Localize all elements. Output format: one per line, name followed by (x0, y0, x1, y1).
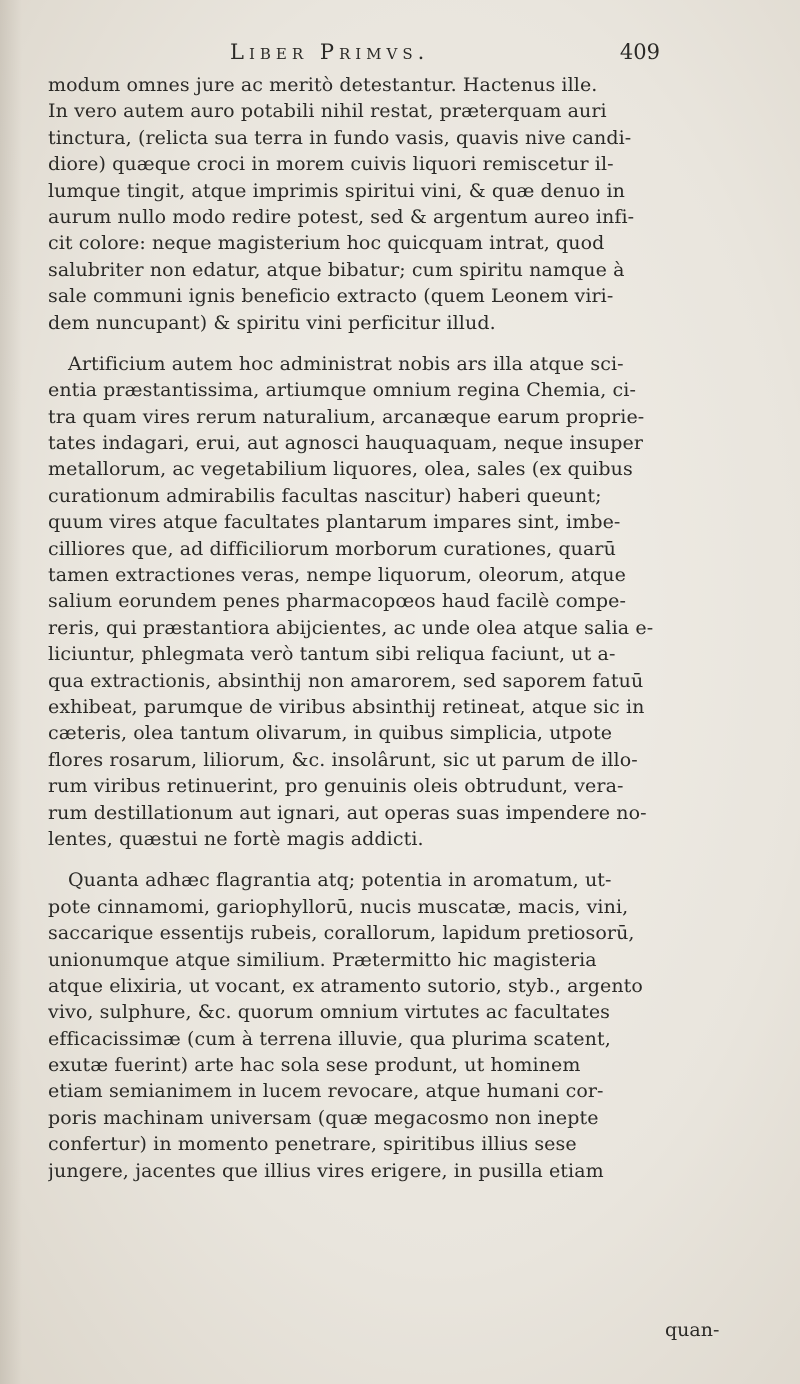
text-line: quum vires atque facultates plantarum impares sint, imbe- (48, 511, 621, 534)
body-text (48, 72, 778, 1184)
text-line: cæteris, olea tantum olivarum, in quibus simplicia, utpote (48, 722, 613, 745)
text-line: curationum admirabilis facultas nascitur) haberi queunt; (48, 484, 602, 507)
text-line: cilliores que, ad difficiliorum morborum curationes, quarū (48, 537, 616, 560)
text-line: jungere, jacentes que illius vires erigere, in pusilla etiam (48, 1159, 604, 1182)
text-line: rum destillationum aut ignari, aut operas suas impendere no- (48, 801, 647, 824)
page-header (230, 40, 660, 70)
text-line: metallorum, ac vegetabilium liquores, olea, sales (ex quibus (48, 458, 633, 481)
text-line: modum omnes jure ac meritò detestantur. Hactenus ille. (48, 74, 598, 96)
text-line: unionumque atque similium. Prætermitto hic magisteria (48, 948, 597, 971)
text-line: efficacissimæ (cum à terrena illuvie, qua plurima scatent, (48, 1027, 611, 1050)
catchword: quan- (665, 1319, 720, 1341)
text-line: tates indagari, erui, aut agnosci hauquaquam, neque insuper (48, 432, 644, 455)
text-line: exutæ fuerint) arte hac sola sese produnt, ut hominem (48, 1054, 581, 1077)
paragraph (48, 867, 778, 1184)
text-line: In vero autem auro potabili nihil restat, præterquam auri (48, 100, 607, 123)
text-line: sale communi ignis beneficio extracto (quem Leonem viri- (48, 285, 614, 308)
text-line: lentes, quæstui ne fortè magis addicti. (48, 827, 424, 850)
text-line: saccarique essentijs rubeis, corallorum, lapidum pretiosorū, (48, 922, 635, 945)
text-line: qua extractionis, absinthij non amarorem, sed saporem fatuū (48, 669, 644, 692)
text-line: pote cinnamomi, gariophyllorū, nucis muscatæ, macis, vini, (48, 895, 629, 918)
text-line: confertur) in momento penetrare, spiritibus illius sese (48, 1133, 577, 1156)
text-line: aurum nullo modo redire potest, sed & argentum aureo infi- (48, 205, 635, 228)
gutter-shadow (0, 0, 22, 1384)
text-line: rum viribus retinuerint, pro genuinis oleis obtrudunt, vera- (48, 775, 624, 798)
text-line: liciuntur, phlegmata verò tantum sibi reliqua faciunt, ut a- (48, 643, 616, 666)
text-line: dem nuncupant) & spiritu vini perficitur illud. (48, 311, 496, 334)
page-number: 409 (619, 40, 660, 64)
text-line: flores rosarum, liliorum, &c. insolârunt, sic ut parum de illo- (48, 748, 638, 771)
text-line: salubriter non edatur, atque bibatur; cum spiritu namque à (48, 258, 625, 281)
text-line: vivo, sulphure, &c. quorum omnium virtutes ac facultates (48, 1001, 611, 1024)
running-title: Liber Primvs. (230, 40, 430, 64)
paragraph (48, 72, 778, 336)
text-line: entia præstantissima, artiumque omnium regina Chemia, ci- (48, 379, 636, 402)
text-line: cit colore: neque magisterium hoc quicquam intrat, quod (48, 232, 605, 255)
text-line: etiam semianimem in lucem revocare, atque humani cor- (48, 1080, 604, 1103)
text-line: lumque tingit, atque imprimis spiritui vini, & quæ denuo in (48, 179, 626, 202)
text-line: exhibeat, parumque de viribus absinthij retineat, atque sic in (48, 695, 645, 718)
text-line: salium eorundem penes pharmacopœos haud facilè compe- (48, 590, 626, 613)
text-line: tamen extractiones veras, nempe liquorum, oleorum, atque (48, 564, 626, 587)
text-line: atque elixiria, ut vocant, ex atramento sutorio, styb., argento (48, 974, 643, 997)
text-line: tinctura, (relicta sua terra in fundo vasis, quavis nive candi- (48, 126, 632, 149)
text-line: Artificium autem hoc administrat nobis ars illa atque sci- (68, 352, 624, 375)
text-line: poris machinam universam (quæ megacosmo non inepte (48, 1106, 599, 1129)
paragraph (48, 351, 778, 852)
text-line: reris, qui præstantiora abijcientes, ac unde olea atque salia e- (48, 616, 654, 639)
text-line: diore) quæque croci in morem cuivis liquori remiscetur il- (48, 153, 614, 176)
text-line: Quanta adhæc flagrantia atq; potentia in aromatum, ut- (68, 869, 612, 892)
text-line: tra quam vires rerum naturalium, arcanæque earum proprie- (48, 405, 645, 428)
